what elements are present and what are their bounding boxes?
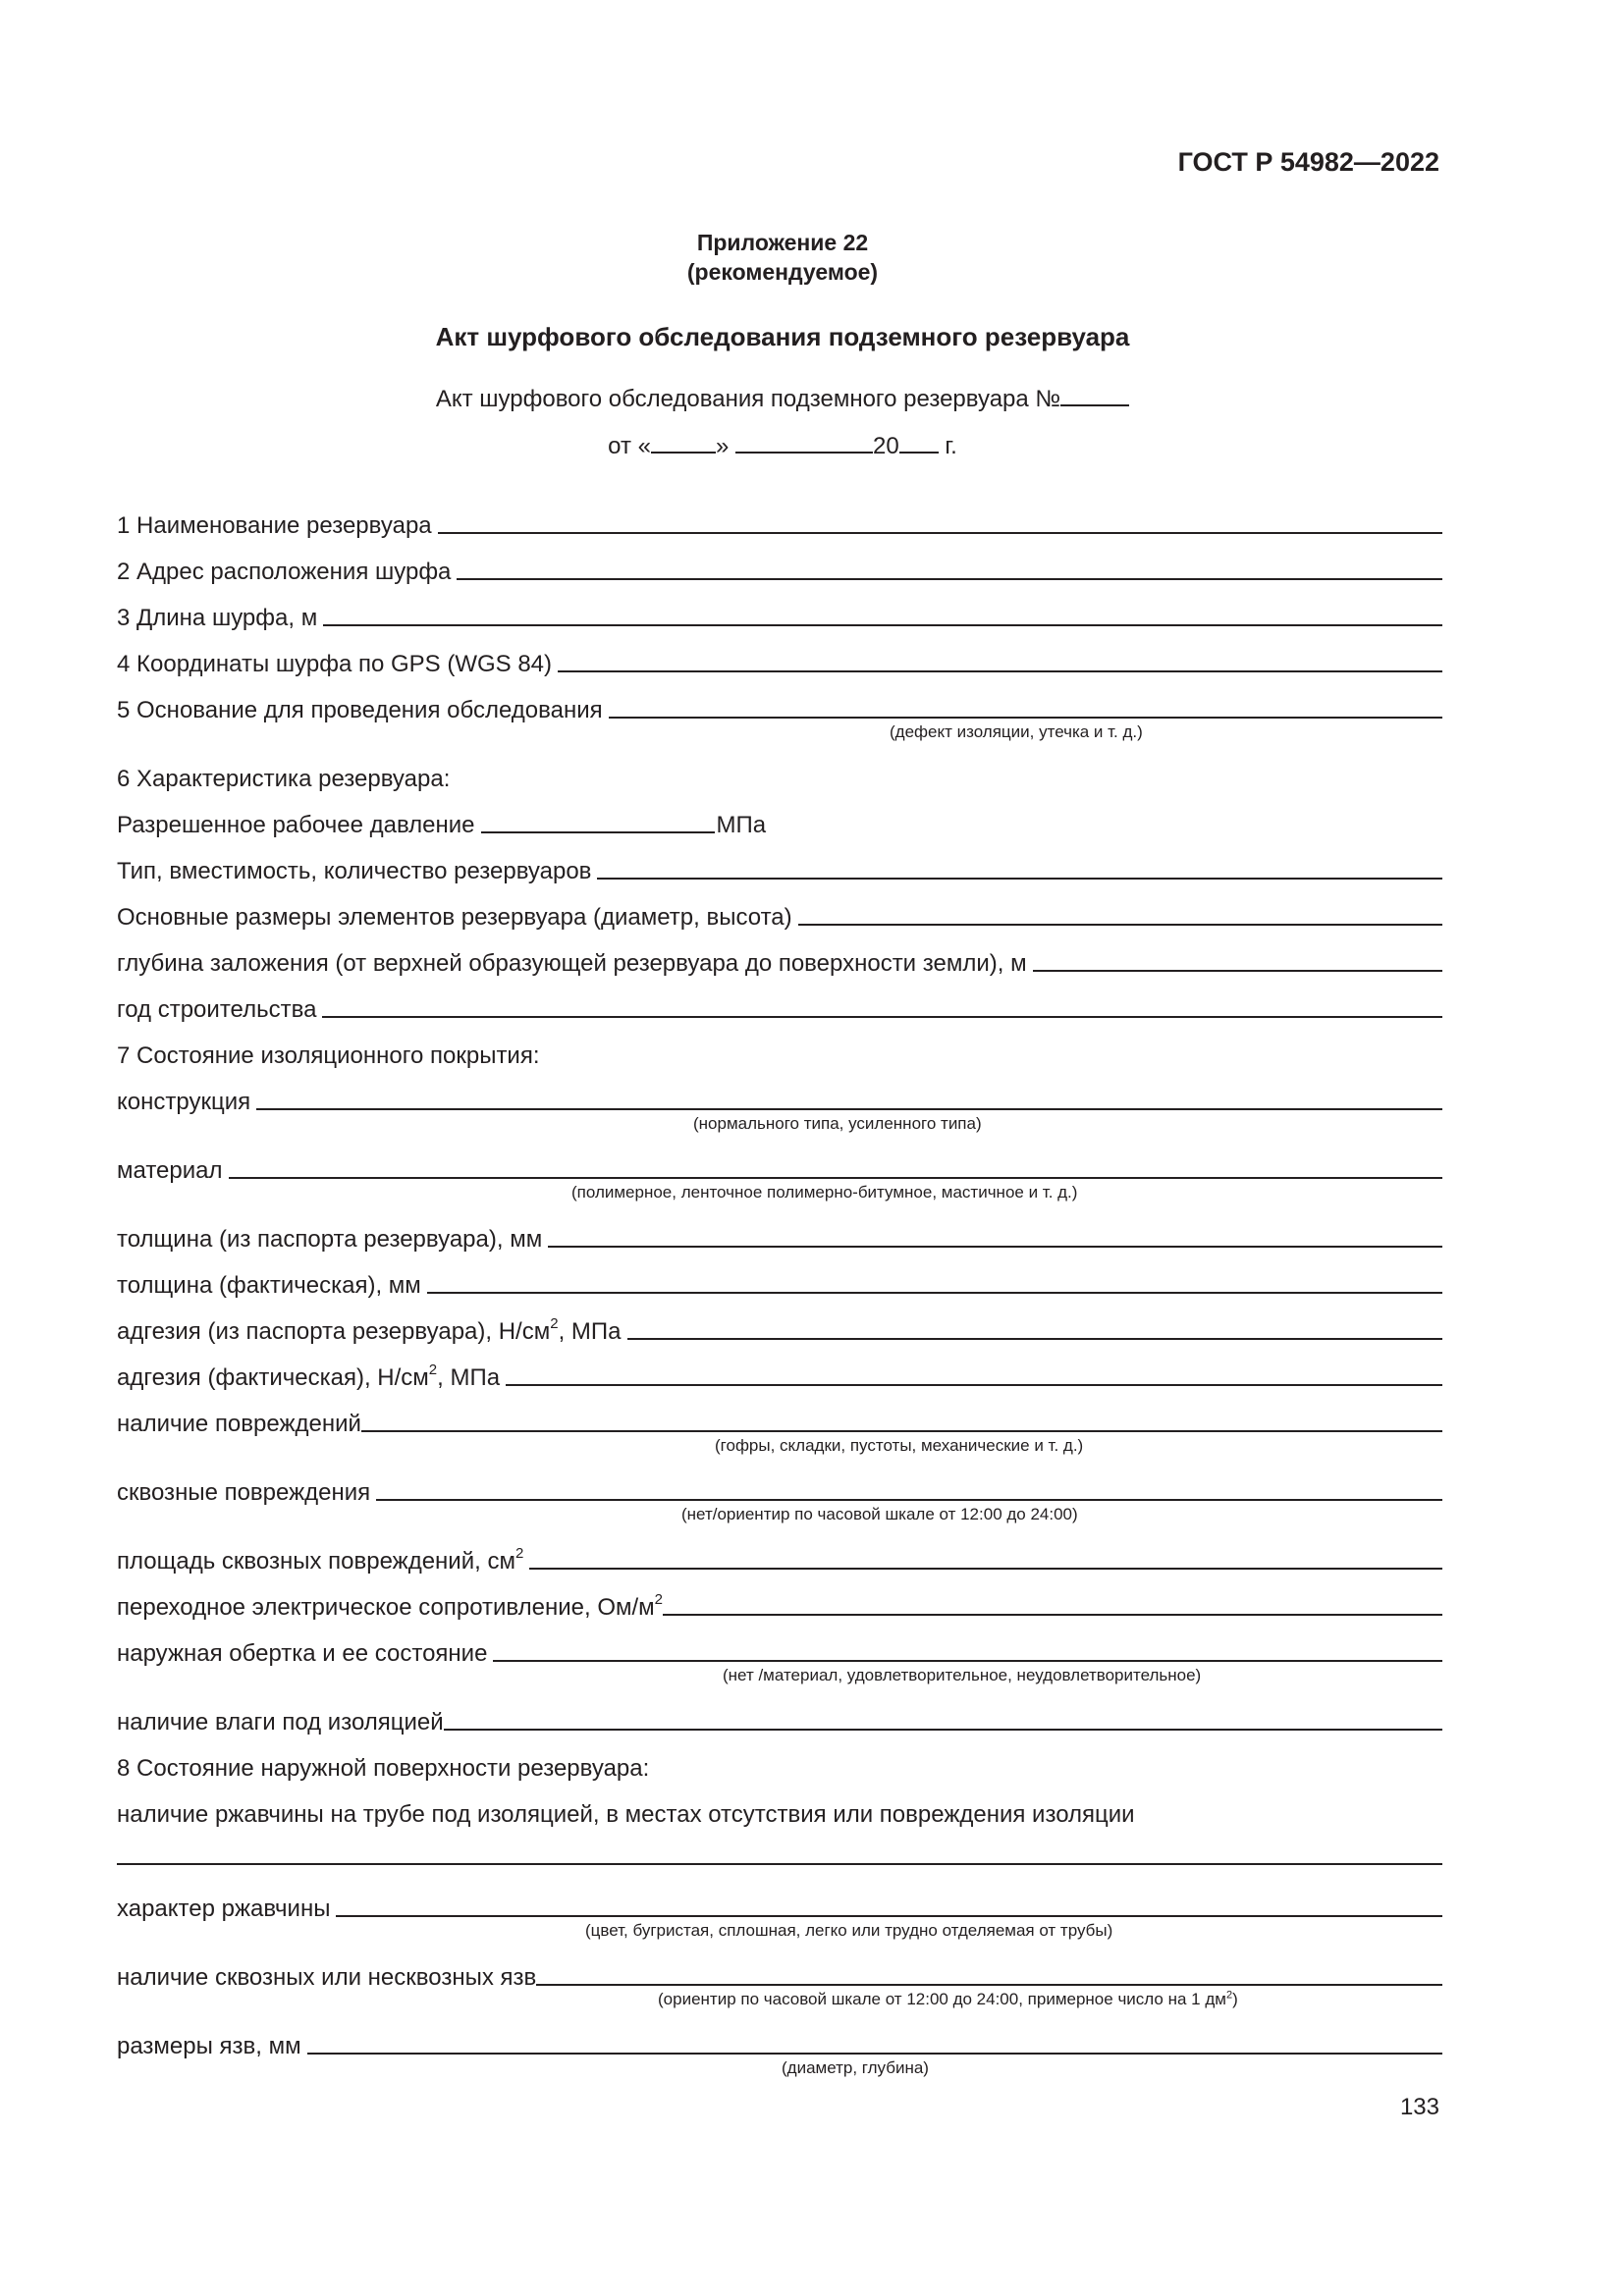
page-number: 133 [1399,2094,1439,2120]
date-prefix: от « [608,433,651,459]
field-pit-size: размеры язв, мм [117,2027,1442,2060]
thickness-actual-blank[interactable] [427,1292,1442,1294]
field-rust-character: характер ржавчины [117,1890,1442,1923]
moisture-blank[interactable] [444,1729,1442,1731]
pits-presence-blank[interactable] [536,1984,1442,1986]
annex-label: Приложение 22 [696,230,869,255]
section-6-heading: 6 Характеристика резервуара: [117,766,451,792]
rust-character-hint: (цвет, бугристая, сплошная, легко или трудно отделяемая от трубы) [585,1921,1113,1940]
coating-construction-hint: (нормального типа, усиленного типа) [693,1114,982,1133]
field-burial-depth: глубина заложения (от верхней образующей резервуара до поверхности земли), м [117,944,1442,978]
field-tank-type: Тип, вместимость, количество резервуаров [117,852,1442,885]
outer-wrap-hint: (нет /материал, удовлетворительное, неудовлетворительное) [723,1666,1202,1684]
through-damage-hint: (нет/ориентир по часовой шкале от 12:00 до 24:00) [681,1505,1078,1523]
field-coating-construction: конструкция [117,1083,1442,1116]
act-number-blank[interactable] [1060,385,1129,406]
date-day-blank[interactable] [651,432,716,454]
field-coating-material: материал [117,1151,1442,1185]
damage-presence-blank[interactable] [361,1430,1442,1432]
working-pressure-blank[interactable] [481,831,715,833]
rust-presence-blank[interactable] [117,1863,1442,1865]
field-adhesion-actual: адгезия (фактическая), $Н/см^2$, МПа [117,1359,1442,1392]
field-main-dimensions: Основные размеры элементов резервуара (диаметр, высота) [117,898,1442,932]
field-transition-resistance: переходное электрическое сопротивление, $Ом/м^2$ [117,1588,1442,1622]
pit-size-blank[interactable] [307,2053,1442,2055]
field-outer-wrap: наружная обертка и ее состояние [117,1634,1442,1668]
pit-address-blank[interactable] [457,578,1442,580]
pits-presence-hint: (ориентир по часовой шкале от 12:00 до 24:00, примерное число на 1 $дм^2$) [658,1989,1238,2008]
tank-name-blank[interactable] [438,532,1442,534]
transition-resistance-blank[interactable] [663,1614,1442,1616]
date-year-prefix: 20 [872,433,899,459]
tank-type-blank[interactable] [597,878,1442,880]
section-8-heading: 8 Состояние наружной поверхности резервуара: [117,1755,650,1782]
inspection-basis-hint: (дефект изоляции, утечка и т. д.) [890,722,1143,741]
field-construction-year: год строительства [117,990,1442,1024]
coating-material-blank[interactable] [229,1177,1443,1179]
date-year-blank[interactable] [899,432,939,454]
field-through-damage-area: площадь сквозных повреждений, $см^2$ [117,1542,1442,1575]
burial-depth-blank[interactable] [1033,970,1442,972]
rust-character-blank[interactable] [336,1915,1442,1917]
inspection-basis-blank[interactable] [609,717,1442,719]
field-rust-presence: наличие ржавчины на трубе под изоляцией, в местах отсутствия или повреждения изоляции [117,1801,1135,1828]
coating-construction-blank[interactable] [256,1108,1442,1110]
document-title: Акт шурфового обследования подземного резервуара [435,322,1130,351]
field-damage-presence: наличие повреждений [117,1405,1442,1438]
field-thickness-actual: толщина (фактическая), мм [117,1266,1442,1300]
annex-status: (рекомендуемое) [686,259,879,285]
date-suffix: г. [945,433,957,459]
field-moisture: наличие влаги под изоляцией [117,1703,1442,1736]
field-working-pressure: Разрешенное рабочее давление МПа [117,812,767,838]
construction-year-blank[interactable] [322,1016,1442,1018]
field-pit-length: 3 Длина шурфа, м [117,599,1442,632]
field-through-damage: сквозные повреждения [117,1473,1442,1507]
field-tank-name: 1 Наименование резервуара [117,507,1442,540]
gps-coordinates-blank[interactable] [558,670,1442,672]
section-7-heading: 7 Состояние изоляционного покрытия: [117,1042,540,1069]
adhesion-actual-blank[interactable] [506,1384,1442,1386]
adhesion-passport-blank[interactable] [627,1338,1443,1340]
field-adhesion-passport: адгезия (из паспорта резервуара), $Н/см^2$, МПа [117,1312,1442,1346]
through-damage-blank[interactable] [376,1499,1442,1501]
outer-wrap-blank[interactable] [493,1660,1442,1662]
date-month-blank[interactable] [735,432,873,454]
date-mid: » [715,433,730,459]
through-damage-area-blank[interactable] [529,1568,1442,1570]
main-dimensions-blank[interactable] [798,924,1442,926]
pit-size-hint: (диаметр, глубина) [782,2058,929,2077]
field-pit-address: 2 Адрес расположения шурфа [117,553,1442,586]
standard-designation: ГОСТ Р 54982—2022 [1177,147,1439,177]
date-line [0,432,1565,460]
damage-presence-hint: (гофры, складки, пустоты, механические и т. д.) [715,1436,1084,1455]
act-number-text: Акт шурфового обследования подземного резервуара № [435,386,1061,412]
thickness-passport-blank[interactable] [548,1246,1442,1248]
pit-length-blank[interactable] [323,624,1442,626]
field-pits-presence: наличие сквозных или несквозных язв [117,1958,1442,1992]
field-thickness-passport: толщина (из паспорта резервуара), мм [117,1220,1442,1254]
field-gps-coordinates: 4 Координаты шурфа по GPS (WGS 84) [117,645,1442,678]
act-number-line [0,385,1565,413]
coating-material-hint: (полимерное, ленточное полимерно-битумное, мастичное и т. д.) [571,1183,1078,1201]
field-inspection-basis: 5 Основание для проведения обследования [117,691,1442,724]
